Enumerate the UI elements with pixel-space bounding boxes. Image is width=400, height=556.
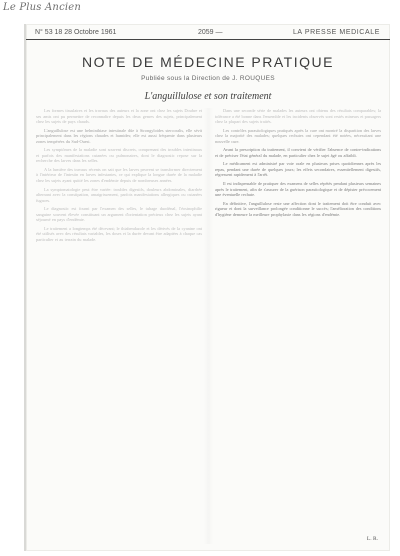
paragraph: Dans une seconde série de malades les auteurs ont obtenu des résultats comparables; la tolérance a été bonne dans l'ensemble et les incidents observés sont restés mineurs et passagers chez la plupart des sujets traités. bbox=[215, 108, 381, 125]
paragraph: Avant la prescription du traitement, il convient de vérifier l'absence de contre-indications et de préciser l'état général du malade, en particulier chez le sujet âgé ou affaibli. bbox=[215, 147, 381, 158]
page-sheet bbox=[26, 24, 390, 551]
journal-name: LA PRESSE MEDICALE bbox=[292, 29, 380, 36]
right-column bbox=[215, 108, 381, 544]
paragraph: En définitive, l'anguillulose reste une affection dont le traitement doit être conduit avec rigueur et dont la surveillance prolongée conditionne le succès; l'amélioration des conditions d'hygiène demeure la meilleure prophylaxie dans les régions d'endémie. bbox=[215, 200, 381, 217]
section-title: NOTE DE MÉDECINE PRATIQUE bbox=[82, 54, 334, 70]
issue-date: N° 53 18 28 Octobre 1961 bbox=[35, 29, 117, 36]
paragraph: L'anguillulose est une helminthiase intestinale dûe à Strongyloides stercoralis, elle sévit principalement dans les régions chaudes et humides; elle est aussi fréquente dans plusieurs zones tempérées du Sud-Ouest. bbox=[36, 127, 202, 144]
running-head bbox=[26, 27, 390, 40]
paragraph: Le diagnostic est fourni par l'examen des selles, le tubage duodénal, l'éosinophilie sanguine souvent élevée constituant un argument d'orientation précieux chez les sujets ayant séjourné en pays d'endémie. bbox=[36, 206, 202, 223]
paragraph: Le médicament est administré par voie orale en plusieurs prises quotidiennes après les repas, pendant une durée de quelques jours; les effets secondaires, essentiellement digestifs, régressent rapidement à l'arrêt. bbox=[215, 161, 381, 178]
paragraph: Les formes tissulaires et les travaux des auteurs et la zone ont chez les sujets Doubre et ses amis ont pu permettre de reconnaître depuis les deux genres des sujets, principalement chez les sujets de pays chauds. bbox=[36, 108, 202, 125]
watermark: Le Plus Ancien bbox=[3, 2, 82, 13]
paragraph: La symptomatologie peut être variée: troubles digestifs, douleurs abdominales, diarrhée alternant avec la constipation, amaigrissement, parfois manifestations allergiques ou cutanées fugaces. bbox=[36, 186, 202, 203]
paragraph: Il est indispensable de pratiquer des examens de selles répétés pendant plusieurs semaines après le traitement, afin de s'assurer de la guérison parasitologique et de dépister précocement une éventuelle rechute. bbox=[215, 181, 381, 198]
paragraph: A la lumière des travaux récents on sait que les larves peuvent se transformer directement à l'intérieur de l'intestin en larves infestantes, ce qui explique la longue durée de la maladie chez les sujets ayant quitté les zones d'endémie depuis de nombreuses années. bbox=[36, 166, 202, 184]
left-column bbox=[36, 108, 202, 544]
section-subtitle: Publiée sous la Direction de J. ROUQUES bbox=[141, 75, 275, 82]
paragraph: Les contrôles parasitologiques pratiqués après la cure ont montré la disparition des larves chez la majorité des malades; quelques rechutes ont cependant été notées, nécessitant une nouvelle cure. bbox=[215, 127, 381, 144]
paragraph: Le traitement a longtemps été décevant; le thiabendazole et les dérivés de la cyanine ont été utilisés avec des résultats variables, les doses et la durée devant être adaptées à chaque cas particulier et au terrain du malade. bbox=[36, 225, 202, 242]
article-title: L'anguillulose et son traitement bbox=[144, 91, 272, 102]
column-gutter bbox=[204, 108, 213, 544]
page-number: 2059 — bbox=[198, 29, 223, 36]
author-signature: L. R. bbox=[366, 536, 378, 542]
paragraph: Les symptômes de la maladie sont souvent discrets, comprenant des troubles intestinaux et parfois des manifestations cutanées ou pulmonaires, dont le diagnostic repose sur la recherche des larves dans les selles. bbox=[36, 147, 202, 164]
